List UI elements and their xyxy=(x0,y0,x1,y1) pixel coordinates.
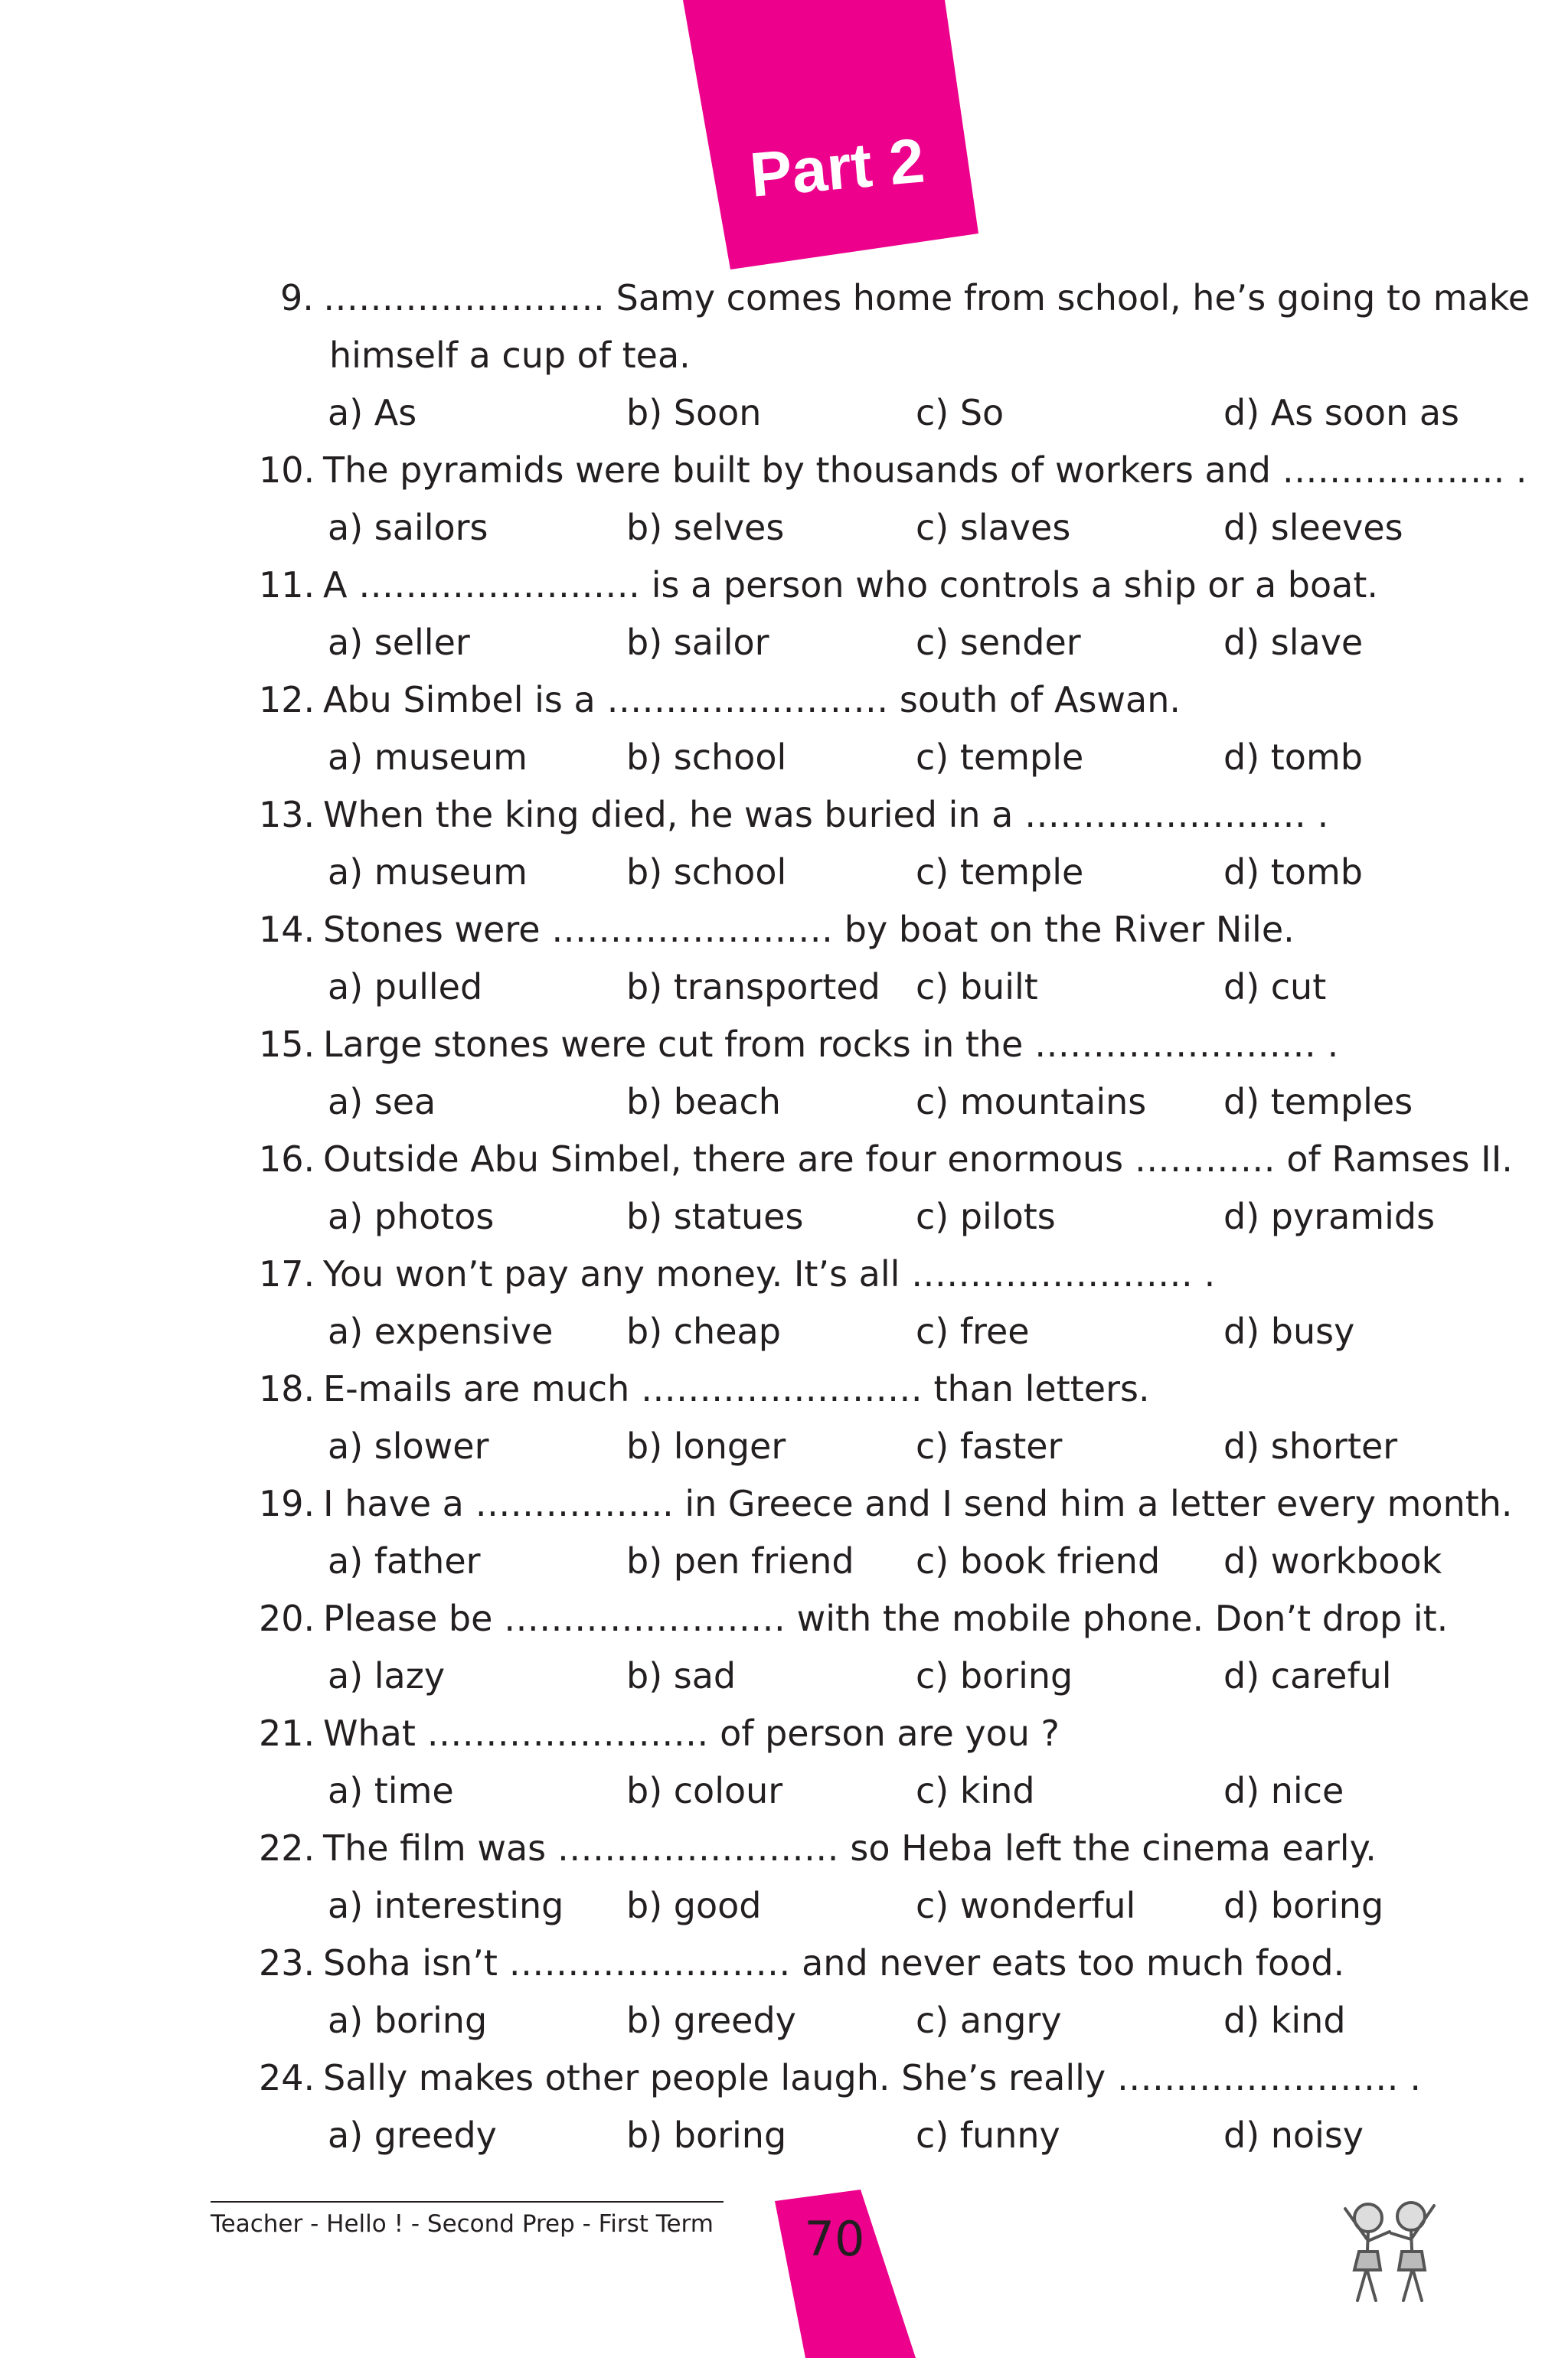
question-text: When the king died, he was buried in a …………………… . xyxy=(323,794,1329,835)
answer-option-c[interactable]: c) kind xyxy=(916,1770,1035,1811)
question-number: 22. xyxy=(259,1827,315,1869)
question-text: Stones were …………………… by boat on the River Nile. xyxy=(323,909,1295,950)
question-line xyxy=(0,1131,1568,1188)
answer-option-b[interactable]: b) school xyxy=(626,851,787,893)
answer-option-a[interactable]: a) As xyxy=(328,392,417,433)
answer-options xyxy=(0,1877,1568,1935)
answer-option-b[interactable]: b) sailor xyxy=(626,622,769,663)
question-number: 20. xyxy=(259,1598,315,1639)
answer-options xyxy=(0,1762,1568,1820)
question-item xyxy=(0,1590,1568,1705)
question-line xyxy=(0,1705,1568,1762)
answer-option-c[interactable]: c) sender xyxy=(916,622,1081,663)
question-text: E-mails are much …………………… than letters. xyxy=(323,1368,1150,1409)
answer-option-a[interactable]: a) sailors xyxy=(328,507,488,548)
answer-option-b[interactable]: b) pen friend xyxy=(626,1540,854,1582)
answer-options xyxy=(0,2107,1568,2164)
answer-option-c[interactable]: c) boring xyxy=(916,1655,1073,1697)
question-text: Sally makes other people laugh. She’s really …………………… . xyxy=(323,2057,1422,2098)
question-item xyxy=(0,1935,1568,2049)
answer-option-c[interactable]: c) free xyxy=(916,1311,1030,1352)
question-item xyxy=(0,1360,1568,1475)
answer-option-d[interactable]: d) slave xyxy=(1223,622,1364,663)
answer-option-b[interactable]: b) statues xyxy=(626,1196,804,1237)
question-number: 19. xyxy=(259,1483,315,1524)
question-number: 10. xyxy=(259,449,315,491)
answer-option-a[interactable]: a) time xyxy=(328,1770,454,1811)
answer-option-b[interactable]: b) school xyxy=(626,736,787,778)
answer-option-d[interactable]: d) sleeves xyxy=(1223,507,1403,548)
question-text: …………………… Samy comes home from school, he’s going to make xyxy=(323,277,1530,318)
answer-option-b[interactable]: b) good xyxy=(626,1885,762,1926)
answer-option-a[interactable]: a) greedy xyxy=(328,2115,497,2156)
question-line-continued xyxy=(0,327,1568,384)
question-line xyxy=(0,671,1568,729)
part-title: Part 2 xyxy=(746,126,927,211)
question-text: Abu Simbel is a …………………… south of Aswan. xyxy=(323,679,1181,720)
question-text: I have a …………….. in Greece and I send him a letter every month. xyxy=(323,1483,1513,1524)
question-number: 24. xyxy=(259,2057,315,2098)
answer-option-b[interactable]: b) beach xyxy=(626,1081,781,1122)
question-line xyxy=(0,1246,1568,1303)
question-line xyxy=(0,1590,1568,1648)
answer-option-d[interactable]: d) shorter xyxy=(1223,1426,1398,1467)
answer-options xyxy=(0,384,1568,442)
answer-option-a[interactable]: a) expensive xyxy=(328,1311,554,1352)
question-line xyxy=(0,1935,1568,1992)
answer-option-c[interactable]: c) slaves xyxy=(916,507,1071,548)
page-number: 70 xyxy=(804,2211,865,2267)
question-text: Soha isn’t …………………… and never eats too much food. xyxy=(323,1942,1345,1984)
question-item xyxy=(0,786,1568,901)
answer-options xyxy=(0,614,1568,671)
answer-options xyxy=(0,499,1568,557)
question-text: What …………………… of person are you ? xyxy=(323,1713,1060,1754)
question-number: 15. xyxy=(259,1024,315,1065)
question-item xyxy=(0,1246,1568,1360)
question-line xyxy=(0,1820,1568,1877)
answer-option-d[interactable]: d) boring xyxy=(1223,1885,1384,1926)
answer-options xyxy=(0,844,1568,901)
answer-option-c[interactable]: c) wonderful xyxy=(916,1885,1136,1926)
answer-option-c[interactable]: c) mountains xyxy=(916,1081,1147,1122)
question-item xyxy=(0,1820,1568,1935)
answer-option-d[interactable]: d) tomb xyxy=(1223,851,1363,893)
answer-option-d[interactable]: d) tomb xyxy=(1223,736,1363,778)
answer-options xyxy=(0,1303,1568,1360)
question-number: 12. xyxy=(259,679,315,720)
answer-option-c[interactable]: c) faster xyxy=(916,1426,1063,1467)
question-number: 9. xyxy=(280,277,314,318)
question-number: 18. xyxy=(259,1368,315,1409)
question-text: Please be …………………… with the mobile phone. Don’t drop it. xyxy=(323,1598,1449,1639)
answer-option-a[interactable]: a) photos xyxy=(328,1196,495,1237)
answer-options xyxy=(0,1992,1568,2049)
answer-option-a[interactable]: a) museum xyxy=(328,851,528,893)
answer-option-a[interactable]: a) sea xyxy=(328,1081,436,1122)
answer-option-b[interactable]: b) transported xyxy=(626,966,880,1008)
answer-option-d[interactable]: d) temples xyxy=(1223,1081,1413,1122)
answer-options xyxy=(0,1648,1568,1705)
question-item xyxy=(0,1475,1568,1590)
question-number: 17. xyxy=(259,1253,315,1295)
question-item xyxy=(0,557,1568,671)
answer-option-d[interactable]: d) pyramids xyxy=(1223,1196,1436,1237)
answer-option-b[interactable]: b) Soon xyxy=(626,392,762,433)
question-list xyxy=(0,269,1568,2164)
question-text: The film was …………………… so Heba left the cinema early. xyxy=(323,1827,1377,1869)
answer-option-d[interactable]: d) careful xyxy=(1223,1655,1392,1697)
question-item xyxy=(0,269,1568,442)
question-line xyxy=(0,269,1568,327)
answer-option-c[interactable]: c) built xyxy=(916,966,1038,1008)
answer-option-a[interactable]: a) interesting xyxy=(328,1885,564,1926)
answer-option-c[interactable]: c) temple xyxy=(916,851,1084,893)
answer-option-a[interactable]: a) seller xyxy=(328,622,470,663)
answer-option-d[interactable]: d) As soon as xyxy=(1223,392,1460,433)
question-line xyxy=(0,786,1568,844)
question-number: 13. xyxy=(259,794,315,835)
question-line xyxy=(0,1016,1568,1073)
answer-options xyxy=(0,1418,1568,1475)
answer-option-c[interactable]: c) So xyxy=(916,392,1004,433)
answer-options xyxy=(0,1533,1568,1590)
answer-option-c[interactable]: c) temple xyxy=(916,736,1084,778)
question-number: 11. xyxy=(259,564,315,606)
question-text: You won’t pay any money. It’s all …………………… . xyxy=(323,1253,1216,1295)
question-number: 14. xyxy=(259,909,315,950)
answer-option-d[interactable]: d) kind xyxy=(1223,2000,1346,2041)
answer-option-a[interactable]: a) museum xyxy=(328,736,528,778)
answer-option-a[interactable]: a) boring xyxy=(328,2000,488,2041)
question-number: 23. xyxy=(259,1942,315,1984)
answer-option-a[interactable]: a) lazy xyxy=(328,1655,446,1697)
question-text: Large stones were cut from rocks in the …………………… . xyxy=(323,1024,1339,1065)
question-text: The pyramids were built by thousands of workers and ………………. . xyxy=(323,449,1527,491)
question-item xyxy=(0,901,1568,1016)
question-text: himself a cup of tea. xyxy=(329,335,691,376)
answer-option-b[interactable]: b) sad xyxy=(626,1655,737,1697)
answer-option-d[interactable]: d) workbook xyxy=(1223,1540,1442,1582)
answer-options xyxy=(0,959,1568,1016)
question-item xyxy=(0,1131,1568,1246)
answer-options xyxy=(0,1188,1568,1246)
answer-option-a[interactable]: a) pulled xyxy=(328,966,483,1008)
answer-option-b[interactable]: b) boring xyxy=(626,2115,787,2156)
answer-option-d[interactable]: d) busy xyxy=(1223,1311,1355,1352)
question-item xyxy=(0,1705,1568,1820)
answer-option-b[interactable]: b) selves xyxy=(626,507,785,548)
answer-option-b[interactable]: b) greedy xyxy=(626,2000,796,2041)
footer-book-title: Teacher - Hello ! - Second Prep - First Term xyxy=(211,2210,714,2238)
answer-option-a[interactable]: a) father xyxy=(328,1540,481,1582)
question-line xyxy=(0,442,1568,499)
answer-option-c[interactable]: c) book friend xyxy=(916,1540,1161,1582)
answer-options xyxy=(0,1073,1568,1131)
question-line xyxy=(0,557,1568,614)
answer-option-a[interactable]: a) slower xyxy=(328,1426,489,1467)
question-item xyxy=(0,2049,1568,2164)
question-number: 21. xyxy=(259,1713,315,1754)
answer-option-c[interactable]: c) funny xyxy=(916,2115,1060,2156)
question-item xyxy=(0,1016,1568,1131)
question-number: 16. xyxy=(259,1138,315,1180)
answer-option-b[interactable]: b) colour xyxy=(626,1770,783,1811)
answer-options xyxy=(0,729,1568,786)
question-text: Outside Abu Simbel, there are four enormous ………… of Ramses II. xyxy=(323,1138,1513,1180)
answer-option-d[interactable]: d) noisy xyxy=(1223,2115,1364,2156)
answer-option-c[interactable]: c) pilots xyxy=(916,1196,1056,1237)
question-line xyxy=(0,1475,1568,1533)
question-line xyxy=(0,901,1568,959)
question-item xyxy=(0,442,1568,557)
question-text: A …………………… is a person who controls a ship or a boat. xyxy=(323,564,1378,606)
answer-option-d[interactable]: d) nice xyxy=(1223,1770,1344,1811)
answer-option-b[interactable]: b) longer xyxy=(626,1426,786,1467)
question-line xyxy=(0,2049,1568,2107)
question-line xyxy=(0,1360,1568,1418)
answer-option-d[interactable]: d) cut xyxy=(1223,966,1327,1008)
answer-option-c[interactable]: c) angry xyxy=(916,2000,1062,2041)
answer-option-b[interactable]: b) cheap xyxy=(626,1311,781,1352)
question-item xyxy=(0,671,1568,786)
cheering-kids-icon xyxy=(1328,2178,1451,2308)
